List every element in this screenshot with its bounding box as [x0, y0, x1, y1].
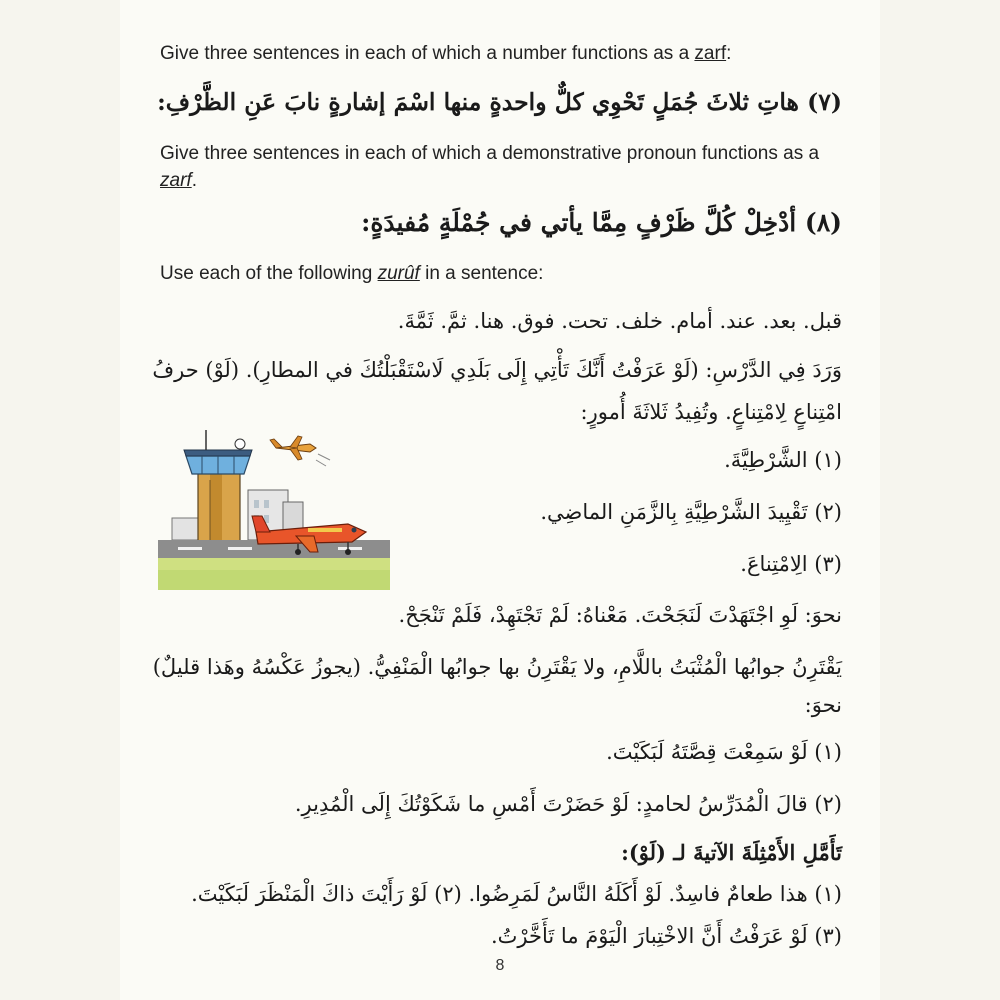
exercise7-en-term: zarf	[694, 43, 727, 64]
exercise7-en2-post: .	[191, 170, 197, 191]
exercise8-en-term: zurûf	[377, 263, 420, 284]
exercise7-heading: (٧) هاتِ ثلاثَ جُمَلٍ تَحْوِي كلٌّ واحدةٍ منها اسْمَ إشارةٍ نابَ عَنِ الظَّرْفِ:	[157, 88, 842, 116]
rule-example-2: (٢) قالَ الْمُدَرِّسُ لحامدٍ: لَوْ حَضَرْتَ أَمْسِ ما شَكَوْتُكَ إِلَى الْمُدِيرِ.	[294, 792, 842, 816]
rule-example-1: (١) لَوْ سَمِعْتَ قِصَّتَهُ لَبَكَيْتَ.	[606, 740, 842, 764]
page-number: 8	[495, 957, 505, 974]
lesson-line-1: وَرَدَ فِي الدَّرْسِ: (لَوْ عَرَفْتُ أَنَّكَ تَأْتِي إِلَى بَلَدِي لَاسْتَقْبَلْتُكَ في المطارِ). (لَوْ) حرفُ	[152, 358, 842, 382]
lesson-line-2: امْتِناعٍ لِامْتِناعٍ. وتُفِيدُ ثَلاثَةَ أُمورٍ:	[580, 400, 842, 424]
airport-illustration	[158, 420, 390, 590]
condition-item-2: (٢) تَقْيِيدَ الشَّرْطِيَّةِ بِالزَّمَنِ الماضِي.	[540, 500, 842, 524]
exercise7-en2-text: Give three sentences in each of which a demonstrative pronoun functions as a	[160, 143, 820, 164]
examples-heading: تَأَمَّلِ الأَمْثِلَةَ الآتيةَ لـ (لَوْ):	[621, 840, 842, 865]
rule-line-1: يَقْتَرِنُ جوابُها الْمُثْبَتُ باللَّامِ، ولا يَقْتَرِنُ بها جوابُها الْمَنْفِيُّ. (يجوزُ عَكْسُهُ وهَذا قليلٌ)	[152, 655, 842, 679]
exercise7-english	[160, 40, 850, 67]
exercise8-en-post: in a sentence:	[419, 263, 544, 284]
exercise7-en2-term: zarf	[160, 170, 192, 191]
exercise8-english	[160, 260, 850, 287]
exercise7-en-post: :	[726, 43, 732, 64]
examples-line-2: (٣) لَوْ عَرَفْتُ أَنَّ الاخْتِبارَ الْيَوْمَ ما تَأَخَّرْتُ.	[490, 924, 842, 948]
zurf-word-list: قبل. بعد. عند. أمام. خلف. تحت. فوق. هنا. ثمَّ. ثَمَّةَ.	[397, 309, 842, 333]
rule-line-2: نحوَ:	[804, 693, 842, 717]
examples-line-1: (١) هذا طعامٌ فاسِدٌ. لَوْ أَكَلَهُ النَّاسُ لَمَرِضُوا. (٢) لَوْ رَأَيْتَ ذاكَ الْمَنْظَرَ لَبَكَيْتَ.	[191, 882, 842, 906]
exercise7-en-text: Give three sentences in each of which a number functions as a	[160, 43, 695, 64]
exercise7-english-2	[160, 140, 850, 194]
lesson-example: نحوَ: لَوِ اجْتَهَدْتَ لَنَجَحْتَ. مَعْناهُ: لَمْ تَجْتَهِدْ، فَلَمْ تَنْجَحْ.	[398, 603, 842, 627]
exercise8-heading: (٨) أدْخِلْ كُلَّ ظَرْفٍ مِمَّا يأتي في جُمْلَةٍ مُفيدَةٍ:	[361, 208, 842, 237]
exercise8-en-text: Use each of the following	[160, 263, 378, 284]
condition-item-3: (٣) الِامْتِناعَ.	[740, 552, 842, 576]
condition-item-1: (١) الشَّرْطِيَّةَ.	[724, 448, 842, 472]
